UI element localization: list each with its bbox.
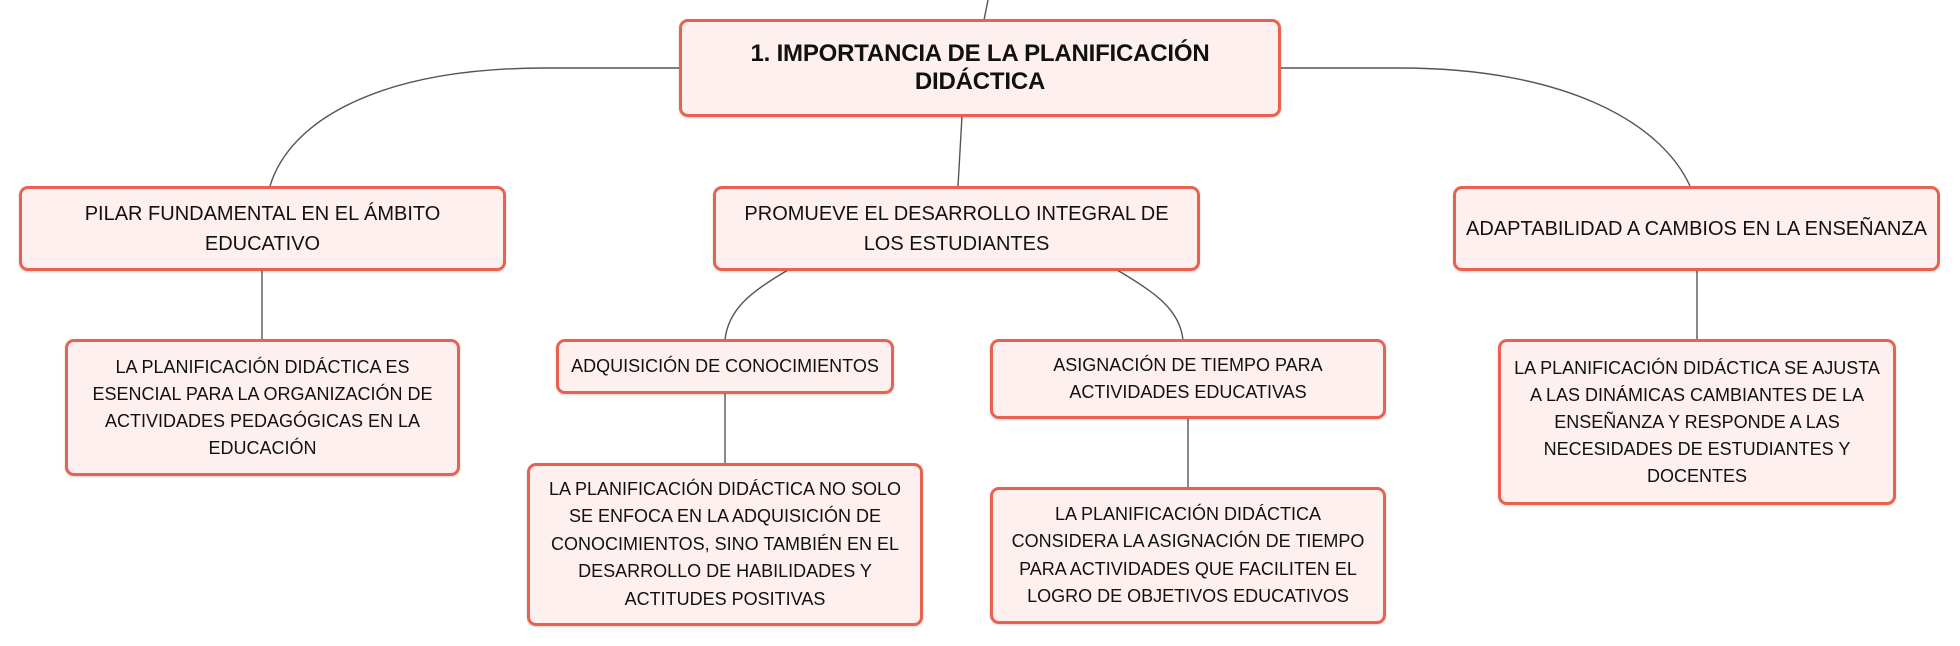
- sub-left-node[interactable]: [556, 339, 894, 394]
- sub-right-text: ASIGNACIÓN DE TIEMPO PARA ACTIVIDADES EDUCATIVAS: [1053, 355, 1323, 402]
- connector-parent-to-root: [984, 0, 988, 20]
- sub-left-text: ADQUISICIÓN DE CONOCIMIENTOS: [571, 356, 879, 376]
- branch-center-node[interactable]: [713, 186, 1200, 271]
- branch-right-text: ADAPTABILIDAD A CAMBIOS EN LA ENSEÑANZA: [1466, 217, 1927, 240]
- branch-right-node[interactable]: [1453, 186, 1940, 271]
- sub-right-node[interactable]: [990, 339, 1386, 419]
- branch-left-detail-text: LA PLANIFICACIÓN DIDÁCTICA ES ESENCIAL PARA LA ORGANIZACIÓN DE ACTIVIDADES PEDAGÓGICAS EN LA EDUCACIÓN: [92, 356, 433, 458]
- root-topic-text: 1. IMPORTANCIA DE LA PLANIFICACIÓN DIDÁCTICA: [750, 40, 1210, 95]
- connector-root-to-center: [958, 116, 962, 186]
- root-topic-node[interactable]: [679, 19, 1281, 117]
- connector-root-to-right: [1280, 68, 1690, 186]
- sub-left-detail-text: LA PLANIFICACIÓN DIDÁCTICA NO SOLO SE ENFOCA EN LA ADQUISICIÓN DE CONOCIMIENTOS, SINO TAMBIÉN EN EL DESARROLLO DE HABILIDADES Y ACTITUDES POSITIVAS: [548, 478, 902, 609]
- branch-center-text: PROMUEVE EL DESARROLLO INTEGRAL DE LOS ESTUDIANTES: [744, 202, 1169, 255]
- branch-right-detail-text: LA PLANIFICACIÓN DIDÁCTICA SE AJUSTA A LAS DINÁMICAS CAMBIANTES DE LA ENSEÑANZA Y RESPONDE A LAS NECESIDADES DE ESTUDIANTES Y DOCENTES: [1514, 357, 1880, 486]
- connector-center-to-sub-left: [725, 270, 788, 340]
- sub-right-detail-text: LA PLANIFICACIÓN DIDÁCTICA CONSIDERA LA ASIGNACIÓN DE TIEMPO PARA ACTIVIDADES QUE FACILITEN EL LOGRO DE OBJETIVOS EDUCATIVOS: [1011, 503, 1365, 606]
- sub-right-detail-node[interactable]: [990, 487, 1386, 624]
- branch-left-text: PILAR FUNDAMENTAL EN EL ÁMBITO EDUCATIVO: [84, 202, 441, 255]
- sub-left-detail-node[interactable]: [527, 463, 923, 626]
- connector-center-to-sub-right: [1117, 270, 1183, 340]
- connector-root-to-left: [270, 68, 680, 186]
- branch-left-node[interactable]: [19, 186, 506, 271]
- branch-right-detail-node[interactable]: [1498, 339, 1896, 505]
- branch-left-detail-node[interactable]: [65, 339, 460, 476]
